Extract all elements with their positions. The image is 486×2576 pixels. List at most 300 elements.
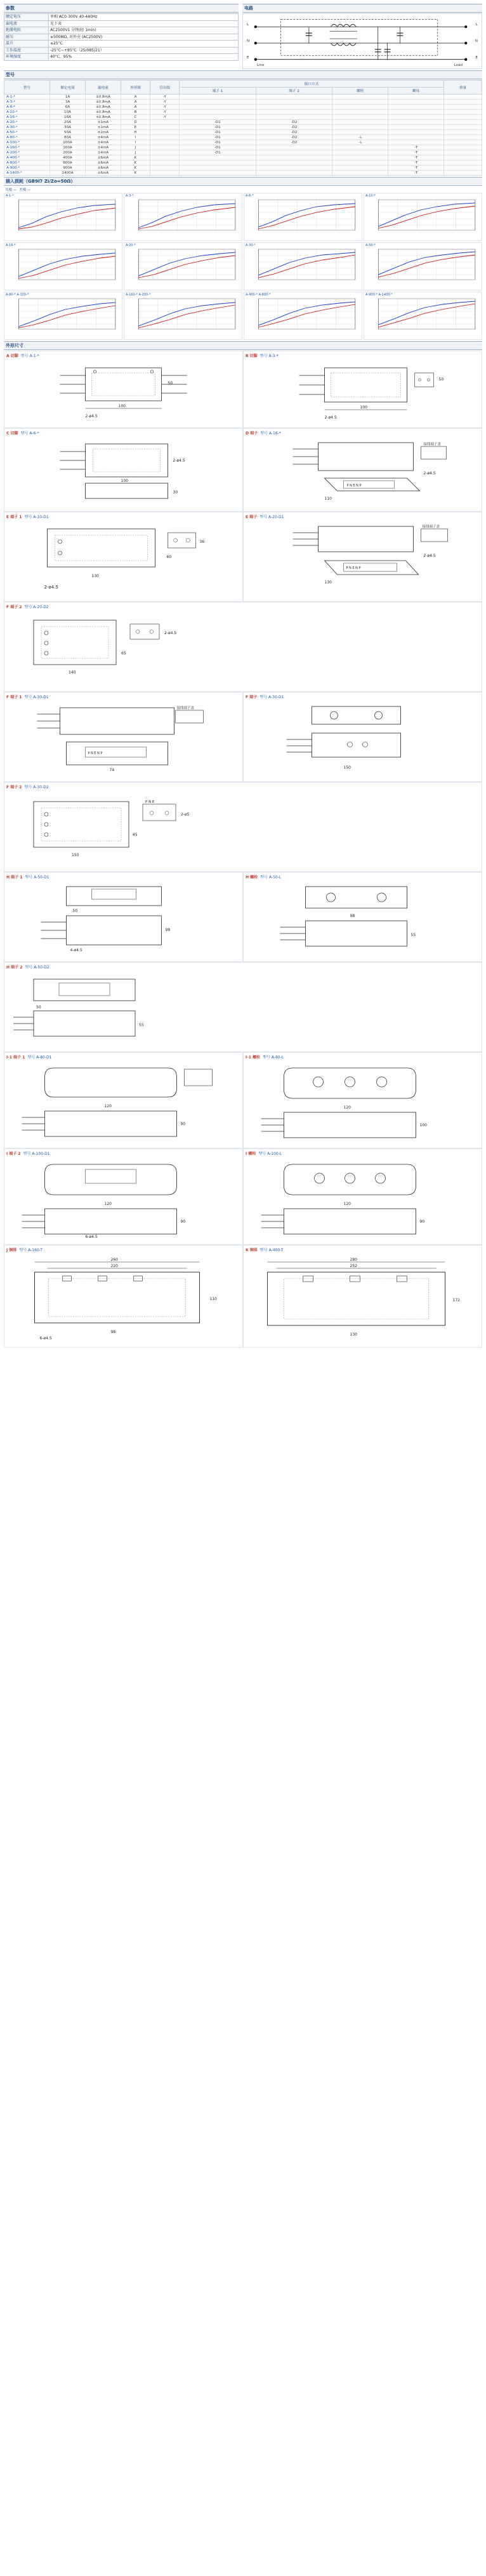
- cell-leak: ±0.8mA: [86, 105, 121, 110]
- cell-shape: E: [121, 125, 150, 130]
- cell-t2: -D2: [256, 140, 332, 145]
- chart-caption: A-16-*: [6, 244, 16, 247]
- cell-current: 50A: [50, 130, 86, 135]
- cell-model: A-800-*: [4, 160, 50, 166]
- chart-cell: [124, 193, 242, 241]
- legend-diff-mode: 差模 —: [19, 188, 31, 192]
- dim-drawing: [6, 1060, 240, 1143]
- cell-shape: K: [121, 155, 150, 160]
- dim-model: 型号 A-80-D1: [27, 1055, 52, 1060]
- chart-caption: A-30-*: [246, 244, 256, 247]
- cell-bolt: [332, 166, 388, 171]
- schematic-label-load: Load: [454, 63, 463, 67]
- cell-shape: A: [121, 105, 150, 110]
- dim-tag: H 端子 2: [6, 965, 23, 970]
- dim-cell-b: [243, 351, 482, 428]
- cell-lead: [150, 166, 180, 171]
- chart-cell: [124, 242, 242, 290]
- insertion-legend: [4, 186, 482, 193]
- dim-model: 型号 A-50-L: [260, 875, 282, 880]
- cell-bolt: -L: [332, 135, 388, 140]
- cell-weight: [444, 171, 482, 176]
- cell-lead: [150, 160, 180, 166]
- insertion-chart: [5, 198, 121, 237]
- cell-lead: -Y: [150, 100, 180, 105]
- dim-value: 110: [324, 497, 332, 501]
- cell-t2: [256, 115, 332, 120]
- cell-shape: K: [121, 171, 150, 176]
- table-row: [4, 20, 239, 27]
- dim-drawing: [246, 1253, 480, 1342]
- cell-leak: ±4mA: [86, 140, 121, 145]
- insertion-chart: [365, 297, 481, 336]
- cell-nut: [388, 105, 444, 110]
- dim-model: 型号 A-6-*: [20, 431, 39, 436]
- cell-current: 400A: [50, 155, 86, 160]
- table-row: [4, 94, 482, 100]
- dim-value: 98: [165, 928, 171, 932]
- cell-leak: ±2mA: [86, 130, 121, 135]
- dim-cell-j: [4, 1245, 243, 1348]
- col-nut: 螺母: [388, 88, 444, 94]
- cell-t1: [180, 160, 256, 166]
- table-row: [4, 171, 482, 176]
- cell-t1: [180, 94, 256, 100]
- dim-tag: A 切脚: [6, 354, 18, 358]
- cell-t2: [256, 105, 332, 110]
- circuit-column: [242, 3, 482, 69]
- cell-bolt: [332, 150, 388, 155]
- cell-nut: -T: [388, 171, 444, 176]
- dim-value: 90: [180, 1122, 186, 1126]
- cell-t1: [180, 100, 256, 105]
- chart-caption: A-80-* A-100-*: [6, 293, 29, 297]
- insertion-chart: [5, 297, 121, 336]
- dim-header: [6, 694, 240, 699]
- cell-nut: [388, 115, 444, 120]
- chart-caption: A-3-*: [126, 194, 134, 198]
- dim-value: 74: [109, 768, 115, 772]
- cell-leak: ±0.8mA: [86, 100, 121, 105]
- dim-cell-h-bolt: [243, 872, 482, 962]
- chart-caption: A-1-*: [6, 194, 14, 198]
- dim-model: 型号 A-160-T: [19, 1248, 43, 1252]
- dim-value: 130: [91, 574, 99, 578]
- dim-terminal-letters: P N E N P: [346, 484, 362, 488]
- cell-lead: [150, 125, 180, 130]
- cell-current: 100A: [50, 140, 86, 145]
- cell-model: A-16-*: [4, 115, 50, 120]
- cell-weight: [444, 166, 482, 171]
- dim-pins: 2-ø4.5: [44, 585, 58, 590]
- terminal-label-e-out: E: [475, 56, 478, 60]
- dim-pins: 4-ø4.5: [70, 948, 82, 953]
- cell-model: A-400-*: [4, 155, 50, 160]
- cell-bolt: [332, 155, 388, 160]
- param-key: 环境湿度: [4, 54, 49, 61]
- cell-shape: D: [121, 120, 150, 125]
- insertion-title-text: 插入损耗（GB9I7 Zi/Zo=50Ω）: [6, 179, 76, 184]
- cell-t1: [180, 155, 256, 160]
- param-value: ≥500MΩ, 对外壳 (AC2500V): [49, 34, 239, 41]
- cell-current: 800A: [50, 160, 86, 166]
- cell-model: A-160-*: [4, 145, 50, 150]
- cell-leak: ±0.8mA: [86, 115, 121, 120]
- cell-nut: [388, 125, 444, 130]
- table-row: [4, 47, 239, 54]
- param-key: 绝缘电阻: [4, 27, 49, 34]
- cell-bolt: [332, 171, 388, 176]
- table-row: [4, 54, 239, 61]
- cell-leak: ±4mA: [86, 150, 121, 155]
- terminal-label-e-in: E: [247, 56, 249, 60]
- cell-shape: H: [121, 130, 150, 135]
- cell-weight: [444, 140, 482, 145]
- table-row: [4, 145, 482, 150]
- cell-shape: I: [121, 140, 150, 145]
- cell-t2: [256, 166, 332, 171]
- dim-value: 252: [350, 1264, 357, 1268]
- dim-value: 90: [180, 1220, 186, 1224]
- dim-value: 150: [343, 765, 351, 770]
- cell-weight: [444, 115, 482, 120]
- cell-weight: [444, 100, 482, 105]
- dim-value: 2-ø4.5: [173, 459, 185, 463]
- dim-cell-e1: [4, 512, 243, 602]
- cell-t2: [256, 160, 332, 166]
- param-value: -25°C~+85°C（25/085/21）: [49, 47, 239, 54]
- table-row: [4, 130, 482, 135]
- dim-model: 型号 A-30-D2: [24, 785, 49, 790]
- cell-nut: -T: [388, 150, 444, 155]
- dim-model: 型号 A-100-L: [258, 1152, 282, 1156]
- table-row: [4, 155, 482, 160]
- dim-tag: J 铜排: [6, 1248, 17, 1252]
- cell-current: 3A: [50, 100, 86, 105]
- dim-value: 140: [69, 670, 76, 675]
- dim-drawing: [246, 436, 480, 506]
- cell-t2: -D2: [256, 120, 332, 125]
- chart-caption: A-50-*: [365, 244, 376, 247]
- param-key: 温升: [4, 41, 49, 48]
- cell-bolt: [332, 115, 388, 120]
- dim-value: 120: [343, 1202, 351, 1206]
- cell-lead: -Y: [150, 110, 180, 115]
- cell-t2: [256, 145, 332, 150]
- dim-tag: F 端子 2: [6, 605, 22, 609]
- dim-value: 50: [167, 381, 173, 386]
- table-row: [4, 41, 239, 48]
- dimension-grid: [4, 351, 482, 1348]
- param-key: 额定电压: [4, 14, 49, 21]
- cell-nut: [388, 140, 444, 145]
- dim-note: 接线端子盖: [422, 525, 440, 529]
- dim-model: 型号 A-20-D1: [259, 515, 284, 519]
- dim-cell-i1-bolt: [243, 1052, 482, 1148]
- cell-weight: [444, 135, 482, 140]
- col-weight: 重量: [444, 81, 482, 94]
- dim-value: 100: [118, 404, 126, 408]
- cell-model: A-1-*: [4, 94, 50, 100]
- terminal-label-l-in: L: [247, 23, 249, 27]
- cell-model: A-900-*: [4, 166, 50, 171]
- terminal-label-l-out: L: [475, 23, 478, 27]
- dim-value: 260: [110, 1258, 118, 1262]
- dim-model: 型号 A-1-*: [20, 354, 39, 358]
- param-value: 40°C，95%: [49, 54, 239, 61]
- dim-tag: F 端子 2: [6, 785, 22, 790]
- dim-value: 98: [350, 914, 355, 918]
- cell-nut: -T: [388, 155, 444, 160]
- dim-value: 130: [324, 580, 332, 585]
- cell-model: A-3-*: [4, 100, 50, 105]
- dim-value: 100: [419, 1123, 427, 1128]
- chart-caption: A-160-* A-200-*: [126, 293, 151, 297]
- dim-header: [246, 514, 480, 519]
- cell-lead: [150, 140, 180, 145]
- cell-weight: [444, 120, 482, 125]
- insertion-chart: [245, 247, 361, 287]
- cell-model: A-100-*: [4, 140, 50, 145]
- dim-value: 90: [419, 1220, 425, 1224]
- dim-value: 50: [438, 377, 444, 382]
- dim-cell-i2: [4, 1148, 243, 1245]
- dim-tag: I 螺栓: [246, 1152, 256, 1156]
- param-value: 见下表: [49, 20, 239, 27]
- dim-drawing: [6, 520, 240, 596]
- dim-value: 120: [343, 1105, 351, 1110]
- dim-tag: I-1 端子 1: [6, 1055, 25, 1060]
- cell-current: 80A: [50, 135, 86, 140]
- dim-value: 55: [139, 1023, 144, 1027]
- cell-current: 6A: [50, 105, 86, 110]
- insertion-chart: [125, 198, 241, 237]
- cell-current: 10A: [50, 110, 86, 115]
- table-row: [4, 166, 482, 171]
- insertion-chart: [365, 198, 481, 237]
- table-row: [4, 115, 482, 120]
- cell-lead: [150, 155, 180, 160]
- dim-cell-i1: [4, 1052, 243, 1148]
- table-row: [4, 125, 482, 130]
- cell-shape: A: [121, 94, 150, 100]
- dim-value: 150: [72, 853, 79, 857]
- cell-weight: [444, 160, 482, 166]
- cell-model: A-20-*: [4, 120, 50, 125]
- dim-cell-f4: [4, 782, 482, 872]
- dim-cell-h1: [4, 872, 243, 962]
- dim-drawing: [6, 970, 480, 1046]
- cell-model: A-50-*: [4, 130, 50, 135]
- dim-header: [6, 1054, 240, 1060]
- col-leak: 漏电流: [86, 81, 121, 94]
- cell-leak: ±0.8mA: [86, 94, 121, 100]
- dim-drawing: [6, 1157, 240, 1239]
- section-title-model: 型号: [4, 70, 482, 79]
- dim-value: 45: [133, 833, 138, 837]
- cell-t1: -D1: [180, 135, 256, 140]
- dim-drawing: [6, 610, 480, 686]
- cell-weight: [444, 105, 482, 110]
- dim-value: 220: [110, 1264, 118, 1268]
- dim-value: 100: [121, 479, 128, 483]
- cell-t1: -D1: [180, 130, 256, 135]
- dim-value: 98: [110, 1330, 116, 1334]
- dim-value: 30: [173, 490, 178, 495]
- cell-nut: [388, 110, 444, 115]
- dim-header: [6, 784, 480, 790]
- cell-lead: [150, 171, 180, 176]
- cell-shape: C: [121, 115, 150, 120]
- dim-drawing: [6, 700, 240, 776]
- cell-t2: [256, 150, 332, 155]
- cell-t1: -D1: [180, 125, 256, 130]
- dim-note: 接线端子盖: [176, 706, 195, 710]
- cell-shape: A: [121, 100, 150, 105]
- col-current: 额定电流: [50, 81, 86, 94]
- dim-header: [6, 430, 240, 436]
- cell-weight: [444, 130, 482, 135]
- col-lead: 引出端: [150, 81, 180, 94]
- param-key: 工作温度: [4, 47, 49, 54]
- dim-tag: C 切脚: [6, 431, 18, 436]
- cell-current: 16A: [50, 115, 86, 120]
- model-table: [4, 80, 482, 176]
- cell-current: 1400A: [50, 171, 86, 176]
- insertion-chart: [125, 247, 241, 287]
- section-title-insertion: [4, 177, 482, 186]
- chart-cell: [364, 292, 482, 340]
- cell-weight: [444, 150, 482, 155]
- dim-header: [6, 604, 480, 609]
- insertion-chart-row-3: [4, 292, 482, 340]
- dim-model: 型号 A-400-T: [259, 1248, 284, 1252]
- dim-tag: B 切脚: [246, 354, 258, 358]
- cell-lead: -Y: [150, 115, 180, 120]
- dim-tag: F 端子 1: [6, 695, 22, 699]
- cell-bolt: [332, 105, 388, 110]
- chart-cell: [4, 193, 122, 241]
- dim-header: [6, 964, 480, 970]
- dim-header: [6, 1247, 240, 1252]
- chart-cell: [4, 292, 122, 340]
- chart-caption: A-400-* A-800-*: [246, 293, 271, 297]
- cell-leak: ±6mA: [86, 160, 121, 166]
- section-title-circuit: 电路: [242, 4, 482, 13]
- cell-shape: J: [121, 150, 150, 155]
- cell-current: 1A: [50, 94, 86, 100]
- dim-note: 接线端子盖: [423, 443, 442, 446]
- cell-shape: K: [121, 160, 150, 166]
- dim-drawing: [246, 700, 480, 776]
- insertion-chart: [245, 198, 361, 237]
- dim-value: 2-ø4.5: [164, 631, 177, 635]
- cell-bolt: [332, 160, 388, 166]
- chart-caption: A-900-* A-1400-*: [365, 293, 393, 297]
- col-terminal-2: 端子 2: [256, 88, 332, 94]
- dim-drawing: [6, 1253, 240, 1342]
- chart-caption: A-10-*: [365, 194, 376, 198]
- dim-model: 型号 A-3-*: [259, 354, 279, 358]
- dim-drawing: [6, 359, 240, 422]
- cell-t2: -D2: [256, 135, 332, 140]
- cell-bolt: -L: [332, 140, 388, 145]
- dim-value: 50: [36, 1005, 41, 1010]
- params-table: [4, 13, 239, 61]
- dim-drawing: [246, 359, 480, 422]
- schematic-label-line: Line: [257, 63, 265, 67]
- dim-value: 120: [104, 1104, 112, 1109]
- cell-weight: [444, 145, 482, 150]
- insertion-chart: [5, 247, 121, 287]
- table-row: [4, 105, 482, 110]
- dim-pins: 2-ø4.5: [324, 415, 337, 420]
- dim-tag: I 端子 2: [6, 1152, 21, 1156]
- table-row: [4, 120, 482, 125]
- dim-tag: F 端子: [246, 695, 258, 699]
- cell-nut: [388, 120, 444, 125]
- cell-model: A-80-*: [4, 135, 50, 140]
- cell-leak: ±0.8mA: [86, 110, 121, 115]
- dim-drawing: [246, 520, 480, 596]
- circuit-schematic: [242, 13, 482, 69]
- dim-model: 型号 A-16-*: [260, 431, 281, 436]
- cell-lead: [150, 135, 180, 140]
- dim-model: 型号 A-30-D1: [24, 695, 49, 699]
- cell-t1: [180, 171, 256, 176]
- cell-model: A-200-*: [4, 150, 50, 155]
- dim-drawing: [246, 1060, 480, 1143]
- cell-nut: [388, 100, 444, 105]
- chart-cell: [244, 242, 362, 290]
- dim-tag: I-1 螺栓: [246, 1055, 260, 1060]
- cell-leak: ±6mA: [86, 155, 121, 160]
- dim-cell-h2: [4, 962, 482, 1052]
- cell-shape: I: [121, 135, 150, 140]
- dim-drawing: [246, 1157, 480, 1239]
- dim-header: [246, 694, 480, 699]
- cell-lead: -Y: [150, 105, 180, 110]
- dim-model: 型号 A-50-D1: [25, 875, 49, 880]
- dim-tag: E 端子 1: [6, 515, 22, 519]
- cell-weight: [444, 155, 482, 160]
- table-row: [4, 34, 239, 41]
- dim-value: 36: [199, 540, 205, 544]
- cell-t1: -D1: [180, 145, 256, 150]
- dim-header: [246, 1054, 480, 1060]
- schematic-svg: [243, 14, 482, 70]
- cell-nut: [388, 130, 444, 135]
- cell-t1: -D1: [180, 120, 256, 125]
- dim-terminal-letters: P N E N P: [88, 751, 103, 755]
- dim-header: [6, 1150, 240, 1156]
- cell-leak: ±1mA: [86, 120, 121, 125]
- col-model: 型号: [4, 81, 50, 94]
- dim-header: [246, 430, 480, 436]
- dim-value: 65: [121, 651, 126, 656]
- dim-header: [246, 874, 480, 880]
- cell-current: 900A: [50, 166, 86, 171]
- dim-tag: H 端子 1: [6, 875, 23, 880]
- dim-header: [246, 353, 480, 358]
- dim-pins: 2-ø4.5: [85, 414, 98, 419]
- cell-t1: -D1: [180, 140, 256, 145]
- chart-caption: A-20-*: [126, 244, 136, 247]
- dim-drawing: [6, 790, 480, 866]
- chart-cell: [244, 193, 362, 241]
- params-column: [4, 3, 239, 61]
- dim-drawing: [6, 436, 240, 506]
